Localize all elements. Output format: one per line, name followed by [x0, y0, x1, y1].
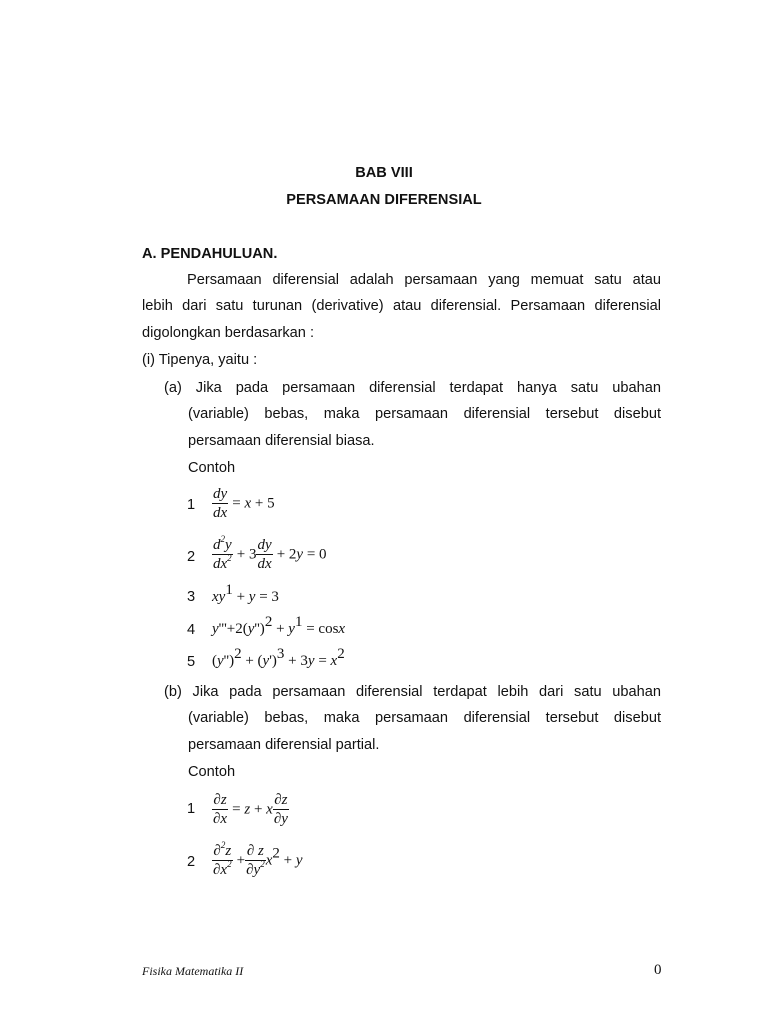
- part-a-line-2: (variable) bebas, maka persamaan diferensial tersebut disebut: [188, 406, 661, 422]
- equation-a2: $\frac{d^2y}{dx^2}$ + 3 $\frac{dy}{dx}$ + 2y = 0: [213, 534, 327, 572]
- part-a-line-1: (a) Jika pada persamaan diferensial terdapat hanya satu ubahan: [164, 380, 661, 396]
- part-b-contoh: Contoh: [188, 764, 236, 780]
- paragraph-line-3: digolongkan berdasarkan :: [142, 325, 315, 341]
- part-b-line-3: persamaan diferensial partial.: [188, 737, 380, 753]
- part-a-contoh: Contoh: [188, 460, 236, 476]
- example-number: 2: [187, 549, 196, 565]
- part-b-line-2: (variable) bebas, maka persamaan diferensial tersebut disebut: [188, 710, 661, 726]
- equation-a4: $y'''+2(y'')^2 + y^1 = \cos x$: [212, 614, 346, 637]
- example-number: 4: [187, 622, 196, 638]
- page-number: 0: [654, 962, 662, 978]
- example-number: 5: [187, 654, 196, 670]
- paragraph-line-2: lebih dari satu turunan (derivative) atau diferensial. Persamaan diferensial: [142, 298, 661, 314]
- paragraph-line-1: Persamaan diferensial adalah persamaan yang memuat satu atau: [187, 272, 661, 288]
- chapter-label: BAB VIII: [355, 165, 413, 181]
- section-heading: A. PENDAHULUAN.: [142, 246, 278, 262]
- item-i: (i) Tipenya, yaitu :: [142, 352, 258, 368]
- equation-b2: $\frac{\partial^2z}{\partial x^2}$ + $\frac{\partial z}{\partial y^2}$ $x^2 + y$: [213, 840, 303, 878]
- equation-b1: $\frac{\partial z}{\partial x}$ = z + x $\frac{\partial z}{\partial y}$: [213, 792, 288, 827]
- equation-a5: $(y'')^2 + (y')^3 + 3y = x^2$: [212, 646, 345, 669]
- example-number: 2: [187, 854, 196, 870]
- part-b-line-1: (b) Jika pada persamaan diferensial terdapat lebih dari satu ubahan: [164, 684, 661, 700]
- equation-a1: $\frac{dy}{dx}$ = x + 5: [213, 486, 275, 521]
- part-a-line-3: persamaan diferensial biasa.: [188, 433, 375, 449]
- example-number: 1: [187, 497, 196, 513]
- footer-title: Fisika Matematika II: [142, 964, 244, 978]
- equation-a3: $xy^1 + y = 3$: [212, 582, 279, 605]
- example-number: 3: [187, 589, 196, 605]
- chapter-title: PERSAMAAN DIFERENSIAL: [286, 192, 482, 208]
- example-number: 1: [187, 801, 196, 817]
